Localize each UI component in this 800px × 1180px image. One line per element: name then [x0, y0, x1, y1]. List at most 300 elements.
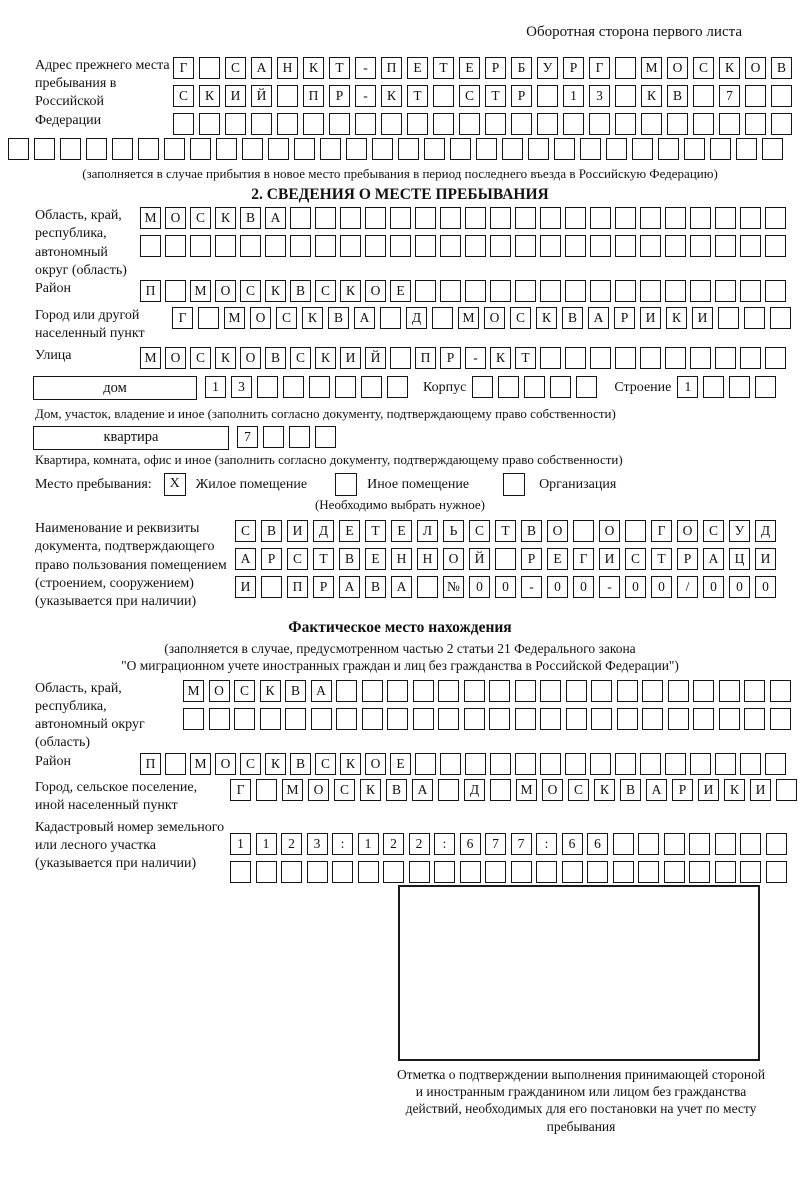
char-cell	[537, 113, 558, 135]
char-cell	[565, 235, 586, 257]
char-cell	[440, 235, 461, 257]
char-cell	[290, 207, 311, 229]
char-cell	[511, 113, 532, 135]
char-cell: О	[484, 307, 505, 329]
char-cell	[215, 235, 236, 257]
char-cell	[765, 207, 786, 229]
char-cell	[387, 680, 408, 702]
char-cell	[216, 138, 237, 160]
char-cell	[450, 138, 471, 160]
char-cell: С	[240, 280, 261, 302]
char-cell: С	[290, 347, 311, 369]
char-cell: /	[677, 576, 698, 598]
char-cell: 1	[677, 376, 698, 398]
char-cell	[537, 85, 558, 107]
char-cell	[590, 753, 611, 775]
char-cell	[283, 376, 304, 398]
char-cell	[60, 138, 81, 160]
char-cell	[640, 347, 661, 369]
char-cell	[190, 138, 211, 160]
char-cell	[690, 753, 711, 775]
char-cell	[565, 753, 586, 775]
char-cell: С	[568, 779, 589, 801]
char-cell: О	[209, 680, 230, 702]
char-cell: 1	[358, 833, 379, 855]
option-zhiloe-label: Жилое помещение	[195, 476, 308, 492]
char-cell	[625, 520, 646, 542]
fact-note-line1: (заполняется в случае, предусмотренном частью 2 статьи 21 Федерального закона	[164, 641, 636, 657]
char-cell	[440, 753, 461, 775]
prev-address-note: (заполняется в случае прибытия в новое место пребывания в период последнего въезда в Российскую Федерацию)	[82, 166, 718, 181]
char-cell	[165, 280, 186, 302]
char-cell	[590, 207, 611, 229]
char-cell	[715, 235, 736, 257]
char-cell	[438, 708, 459, 730]
char-cell: И	[692, 307, 713, 329]
dom-cells	[205, 376, 413, 398]
char-cell: Р	[521, 548, 542, 570]
char-cell	[765, 280, 786, 302]
char-cell	[459, 113, 480, 135]
char-cell: Т	[313, 548, 334, 570]
char-cell	[536, 861, 557, 883]
char-cell	[736, 138, 757, 160]
kvartira-cells	[237, 426, 341, 448]
char-cell: 0	[703, 576, 724, 598]
char-cell: Е	[365, 548, 386, 570]
char-cell: Р	[511, 85, 532, 107]
char-cell	[615, 85, 636, 107]
char-cell	[744, 708, 765, 730]
char-cell	[358, 861, 379, 883]
char-cell: Р	[313, 576, 334, 598]
char-cell	[199, 57, 220, 79]
char-cell	[689, 833, 710, 855]
char-cell	[665, 235, 686, 257]
char-cell	[409, 861, 430, 883]
char-cell	[740, 833, 761, 855]
ulitsa-label: Улица	[35, 348, 72, 364]
char-cell: М	[641, 57, 662, 79]
char-cell	[765, 753, 786, 775]
char-cell: А	[391, 576, 412, 598]
char-cell: Ц	[729, 548, 750, 570]
char-cell	[387, 708, 408, 730]
fact-oblast-row-1	[183, 680, 795, 702]
char-cell	[690, 207, 711, 229]
char-cell: Н	[277, 57, 298, 79]
char-cell	[281, 861, 302, 883]
char-cell: О	[667, 57, 688, 79]
char-cell: С	[190, 347, 211, 369]
char-cell: Е	[547, 548, 568, 570]
fact-oblast-label: Область, край, республика, автономный округ (область)	[35, 680, 145, 751]
char-cell	[311, 708, 332, 730]
char-cell: А	[235, 548, 256, 570]
char-cell: И	[750, 779, 771, 801]
char-cell: М	[458, 307, 479, 329]
char-cell	[398, 138, 419, 160]
char-cell	[502, 138, 523, 160]
char-cell	[495, 548, 516, 570]
char-cell: В	[771, 57, 792, 79]
char-cell: А	[339, 576, 360, 598]
char-cell	[540, 347, 561, 369]
char-cell	[565, 347, 586, 369]
char-cell	[740, 753, 761, 775]
char-cell	[665, 280, 686, 302]
char-cell	[346, 138, 367, 160]
char-cell	[515, 235, 536, 257]
raion-label: Район	[35, 281, 71, 296]
char-cell: -	[465, 347, 486, 369]
checkbox-zhiloe: X	[164, 473, 186, 496]
char-cell: С	[235, 520, 256, 542]
char-cell	[285, 708, 306, 730]
char-cell	[225, 113, 246, 135]
char-cell	[165, 753, 186, 775]
char-cell: М	[140, 207, 161, 229]
char-cell	[242, 138, 263, 160]
char-cell: Е	[459, 57, 480, 79]
char-cell: Г	[651, 520, 672, 542]
char-cell: А	[588, 307, 609, 329]
char-cell: :	[434, 833, 455, 855]
stroenie-cells	[677, 376, 781, 398]
char-cell: А	[412, 779, 433, 801]
char-cell	[464, 680, 485, 702]
char-cell: П	[415, 347, 436, 369]
char-cell	[642, 680, 663, 702]
char-cell	[565, 280, 586, 302]
char-cell	[615, 753, 636, 775]
char-cell: Т	[407, 85, 428, 107]
char-cell	[515, 280, 536, 302]
char-cell	[744, 307, 765, 329]
char-cell: О	[240, 347, 261, 369]
char-cell	[765, 347, 786, 369]
char-cell	[715, 280, 736, 302]
char-cell: Е	[339, 520, 360, 542]
char-cell: В	[290, 280, 311, 302]
char-cell	[640, 207, 661, 229]
char-cell: У	[729, 520, 750, 542]
char-cell	[715, 207, 736, 229]
char-cell	[307, 861, 328, 883]
char-cell	[438, 680, 459, 702]
char-cell	[729, 376, 750, 398]
kadastr-row-1	[230, 833, 791, 855]
char-cell	[465, 235, 486, 257]
char-cell: Т	[365, 520, 386, 542]
char-cell	[415, 207, 436, 229]
char-cell	[440, 207, 461, 229]
char-cell	[485, 113, 506, 135]
char-cell: К	[199, 85, 220, 107]
char-cell: П	[287, 576, 308, 598]
char-cell: 0	[755, 576, 776, 598]
char-cell	[336, 708, 357, 730]
char-cell	[668, 680, 689, 702]
char-cell: О	[365, 280, 386, 302]
char-cell: О	[599, 520, 620, 542]
char-cell: И	[235, 576, 256, 598]
fact-raion-block	[0, 753, 800, 775]
char-cell	[476, 138, 497, 160]
char-cell	[540, 753, 561, 775]
char-cell	[490, 280, 511, 302]
char-cell	[380, 307, 401, 329]
char-cell: К	[381, 85, 402, 107]
char-cell: А	[703, 548, 724, 570]
char-cell	[140, 235, 161, 257]
char-cell	[718, 307, 739, 329]
char-cell: -	[599, 576, 620, 598]
char-cell: И	[755, 548, 776, 570]
char-cell: К	[315, 347, 336, 369]
char-cell	[690, 347, 711, 369]
char-cell	[511, 861, 532, 883]
char-cell	[591, 708, 612, 730]
char-cell: В	[339, 548, 360, 570]
stamp-box	[398, 885, 760, 1061]
char-cell	[524, 376, 545, 398]
char-cell	[766, 861, 787, 883]
char-cell	[693, 680, 714, 702]
char-cell	[464, 708, 485, 730]
char-cell	[562, 861, 583, 883]
char-cell: П	[140, 280, 161, 302]
ulitsa-row	[140, 347, 790, 369]
char-cell	[640, 235, 661, 257]
char-cell	[424, 138, 445, 160]
char-cell: Г	[589, 57, 610, 79]
char-cell	[590, 280, 611, 302]
char-cell	[256, 861, 277, 883]
char-cell	[336, 680, 357, 702]
char-cell: С	[693, 57, 714, 79]
mesto-note: (Необходимо выбрать нужное)	[314, 496, 486, 512]
char-cell	[112, 138, 133, 160]
char-cell: С	[510, 307, 531, 329]
char-cell: С	[190, 207, 211, 229]
fact-title: Фактическое место нахождения	[288, 619, 512, 637]
ulitsa-block	[0, 347, 800, 369]
char-cell: М	[190, 280, 211, 302]
char-cell	[465, 753, 486, 775]
char-cell	[303, 113, 324, 135]
checkbox-organizaciya	[503, 473, 525, 496]
document-block	[0, 520, 800, 611]
char-cell: О	[215, 753, 236, 775]
char-cell: О	[215, 280, 236, 302]
char-cell: И	[640, 307, 661, 329]
char-cell: 6	[587, 833, 608, 855]
char-cell: С	[234, 680, 255, 702]
option-inoe-label: Иное помещение	[367, 476, 470, 492]
char-cell: Д	[313, 520, 334, 542]
char-cell: Р	[614, 307, 635, 329]
char-cell	[550, 376, 571, 398]
char-cell: В	[386, 779, 407, 801]
char-cell	[740, 207, 761, 229]
char-cell: Н	[391, 548, 412, 570]
char-cell	[265, 235, 286, 257]
fact-note-line2: "О миграционном учете иностранных граждан и лиц без гражданства в Российской Федерации")	[121, 657, 679, 673]
char-cell	[667, 113, 688, 135]
char-cell: 7	[511, 833, 532, 855]
checkbox-inoe	[335, 473, 357, 496]
char-cell: 1	[230, 833, 251, 855]
char-cell: В	[620, 779, 641, 801]
char-cell	[8, 138, 29, 160]
char-cell: О	[547, 520, 568, 542]
char-cell	[540, 207, 561, 229]
char-cell	[515, 708, 536, 730]
char-cell	[315, 207, 336, 229]
char-cell	[770, 708, 791, 730]
char-cell	[540, 708, 561, 730]
char-cell	[86, 138, 107, 160]
char-cell	[665, 753, 686, 775]
prev-address-row-4	[0, 138, 800, 160]
char-cell: М	[282, 779, 303, 801]
char-cell	[690, 235, 711, 257]
kadastr-label: Кадастровый номер земельного или лесного участка (указывается при наличии)	[35, 819, 225, 872]
char-cell	[515, 207, 536, 229]
char-cell: 7	[485, 833, 506, 855]
char-cell: В	[365, 576, 386, 598]
char-cell	[315, 426, 336, 448]
option-organizaciya-label: Организация	[539, 476, 617, 492]
char-cell: 1	[563, 85, 584, 107]
document-row-2	[235, 548, 781, 570]
char-cell	[617, 708, 638, 730]
char-cell	[755, 376, 776, 398]
char-cell: И	[599, 548, 620, 570]
char-cell: П	[303, 85, 324, 107]
char-cell: Г	[573, 548, 594, 570]
char-cell: М	[190, 753, 211, 775]
fact-raion-row	[140, 753, 790, 775]
char-cell: Л	[417, 520, 438, 542]
char-cell	[260, 708, 281, 730]
fact-gorod-block	[0, 779, 800, 815]
char-cell	[591, 680, 612, 702]
char-cell	[498, 376, 519, 398]
char-cell: Т	[485, 85, 506, 107]
char-cell	[641, 113, 662, 135]
char-cell: 3	[307, 833, 328, 855]
char-cell	[433, 113, 454, 135]
char-cell: 0	[547, 576, 568, 598]
char-cell	[770, 307, 791, 329]
char-cell	[164, 138, 185, 160]
char-cell	[277, 85, 298, 107]
fact-gorod-row	[230, 779, 800, 801]
char-cell: К	[215, 347, 236, 369]
char-cell	[390, 207, 411, 229]
char-cell	[565, 207, 586, 229]
char-cell	[362, 680, 383, 702]
char-cell	[642, 708, 663, 730]
char-cell	[664, 861, 685, 883]
char-cell	[693, 113, 714, 135]
fact-gorod-label: Город, сельское поселение, иной населенный пункт	[35, 779, 198, 813]
char-cell: К	[340, 753, 361, 775]
char-cell: К	[340, 280, 361, 302]
char-cell: С	[173, 85, 194, 107]
char-cell: Г	[172, 307, 193, 329]
char-cell: Т	[515, 347, 536, 369]
char-cell	[355, 113, 376, 135]
gorod-label: Город или другой населенный пункт	[35, 308, 145, 342]
char-cell	[744, 680, 765, 702]
char-cell: О	[677, 520, 698, 542]
char-cell	[719, 680, 740, 702]
char-cell: -	[355, 57, 376, 79]
char-cell: М	[183, 680, 204, 702]
char-cell: М	[516, 779, 537, 801]
char-cell: М	[224, 307, 245, 329]
char-cell	[372, 138, 393, 160]
char-cell	[165, 235, 186, 257]
char-cell	[715, 861, 736, 883]
char-cell: С	[315, 280, 336, 302]
char-cell: 0	[573, 576, 594, 598]
char-cell	[413, 680, 434, 702]
char-cell: Д	[464, 779, 485, 801]
char-cell	[332, 861, 353, 883]
char-cell: 7	[719, 85, 740, 107]
char-cell	[684, 138, 705, 160]
char-cell: -	[521, 576, 542, 598]
char-cell: П	[381, 57, 402, 79]
char-cell	[771, 113, 792, 135]
char-cell	[515, 753, 536, 775]
char-cell: С	[703, 520, 724, 542]
char-cell: 2	[409, 833, 430, 855]
char-cell: И	[340, 347, 361, 369]
char-cell: Е	[390, 753, 411, 775]
char-cell	[587, 861, 608, 883]
kvartira-note: Квартира, комната, офис и иное (заполнить согласно документу, подтверждающему право собственности)	[35, 451, 623, 467]
char-cell	[762, 138, 783, 160]
char-cell: Д	[406, 307, 427, 329]
char-cell: Т	[433, 57, 454, 79]
char-cell: В	[240, 207, 261, 229]
korpus-label: Корпус	[423, 380, 467, 396]
char-cell	[615, 280, 636, 302]
char-cell: К	[641, 85, 662, 107]
char-cell	[613, 833, 634, 855]
char-cell: О	[165, 207, 186, 229]
char-cell	[256, 779, 277, 801]
char-cell	[268, 138, 289, 160]
char-cell: С	[334, 779, 355, 801]
char-cell: 0	[469, 576, 490, 598]
char-cell	[745, 85, 766, 107]
oblast-row-1	[140, 207, 790, 229]
char-cell	[615, 57, 636, 79]
document-row-1	[235, 520, 781, 542]
char-cell: 3	[231, 376, 252, 398]
char-cell	[277, 113, 298, 135]
char-cell	[590, 235, 611, 257]
char-cell: К	[594, 779, 615, 801]
char-cell: Р	[672, 779, 693, 801]
char-cell	[294, 138, 315, 160]
